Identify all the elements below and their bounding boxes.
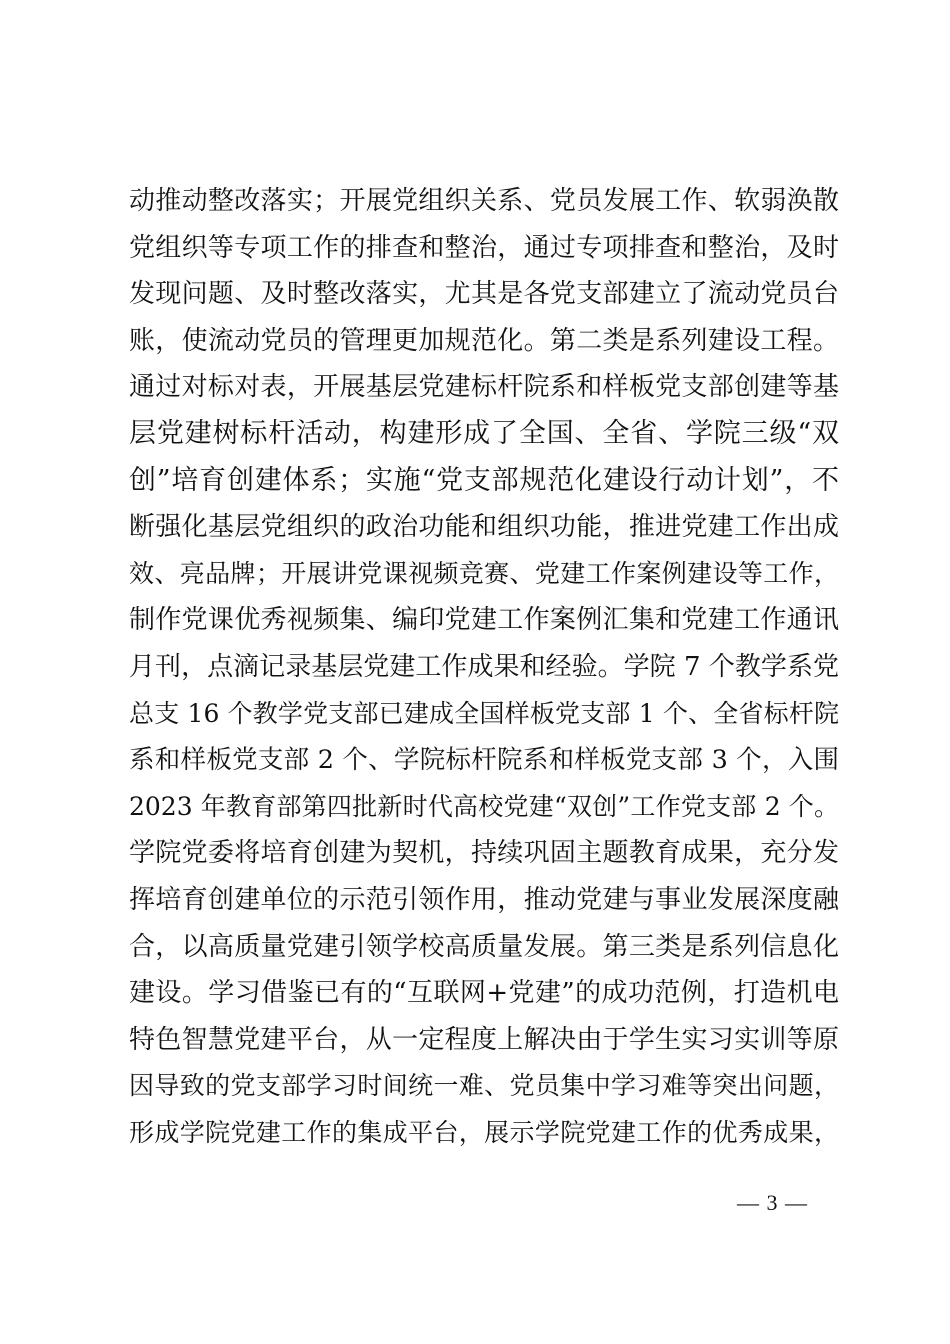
text-line: 合，以高质量党建引领学校高质量发展。第三类是系列信息化 [129, 931, 839, 962]
body-text [129, 178, 839, 1156]
text-line: 月刊，点滴记录基层党建工作成果和经验。学院 7 个教学系党 [129, 651, 839, 682]
text-line: 动推动整改落实；开展党组织关系、党员发展工作、软弱涣散 [129, 186, 839, 216]
text-line: 层党建树标杆活动，构建形成了全国、全省、学院三级“双 [129, 417, 839, 449]
text-line: 制作党课优秀视频集、编印党建工作案例汇集和党建工作通讯 [129, 605, 839, 636]
text-line: 挥培育创建单位的示范引领作用，推动党建与事业发展深度融 [129, 884, 839, 915]
text-line: 党组织等专项工作的排查和整治，通过专项排查和整治，及时 [129, 232, 839, 263]
text-line: 因导致的党支部学习时间统一难、党员集中学习难等突出问题， [129, 1071, 839, 1101]
text-line: 特色智慧党建平台，从一定程度上解决由于学生实习实训等原 [129, 1024, 839, 1055]
text-line: 通过对标对表，开展基层党建标杆院系和样板党支部创建等基 [129, 372, 839, 403]
text-line: 账，使流动党员的管理更加规范化。第二类是系列建设工程。 [129, 325, 839, 356]
text-line: 2023 年教育部第四批新时代高校党建“双创”工作党支部 2 个。 [129, 791, 839, 821]
text-line: 发现问题、及时整改落实，尤其是各党支部建立了流动党员台 [129, 279, 839, 310]
page-number: — 3 — [737, 1190, 808, 1215]
text-line: 创”培育创建体系；实施“党支部规范化建设行动计划”，不 [129, 464, 839, 496]
text-line: 断强化基层党组织的政治功能和组织功能，推进党建工作出成 [129, 512, 839, 543]
text-line: 系和样板党支部 2 个、学院标杆院系和样板党支部 3 个，入围 [129, 745, 839, 776]
text-line: 总支 16 个教学党支部已建成全国样板党支部 1 个、全省标杆院 [129, 698, 839, 728]
text-line: 形成学院党建工作的集成平台，展示学院党建工作的优秀成果， [129, 1117, 839, 1147]
text-line: 学院党委将培育创建为契机，持续巩固主题教育成果，充分发 [129, 838, 839, 869]
text-line: 建设。学习借鉴已有的“互联网+党建”的成功范例，打造机电 [129, 978, 839, 1009]
text-line: 效、亮品牌；开展讲党课视频竞赛、党建工作案例建设等工作， [129, 558, 839, 588]
